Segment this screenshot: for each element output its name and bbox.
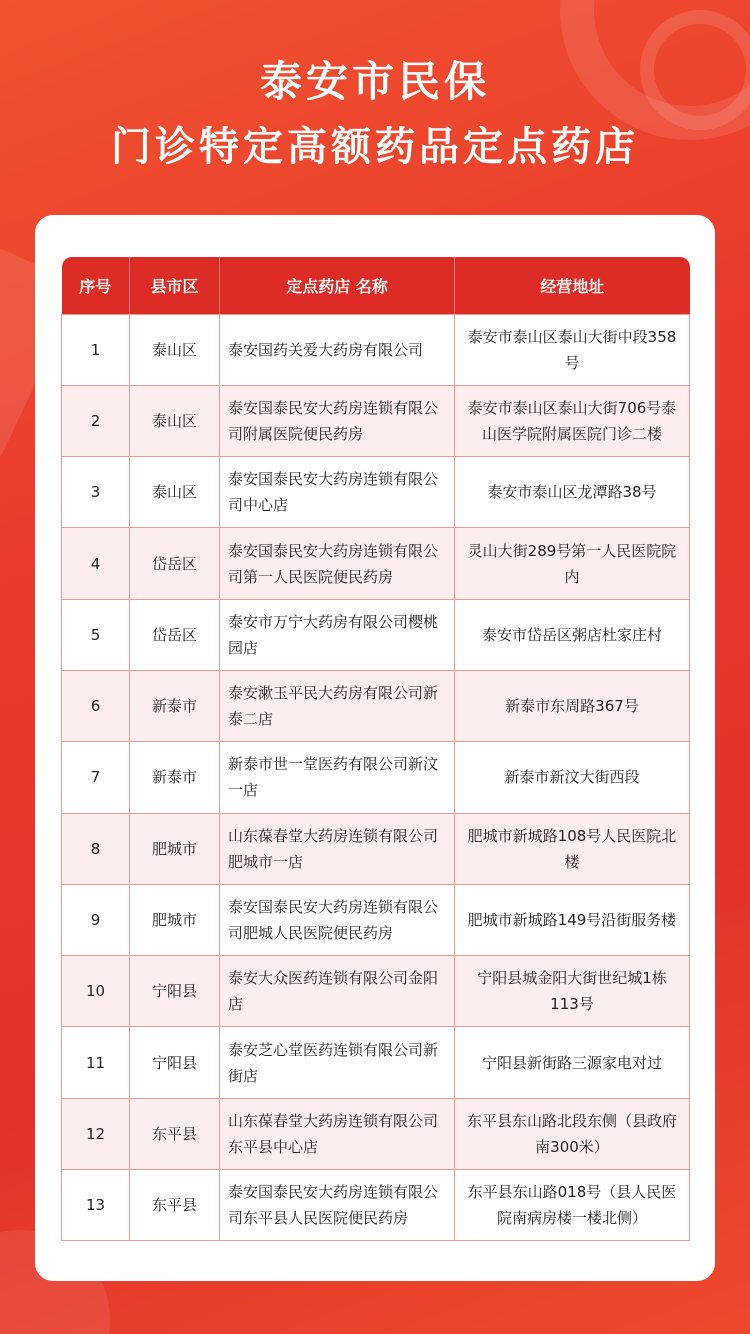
cell-name: 泰安国泰民安大药房连锁有限公司东平县人民医院便民药房 [220,1170,455,1241]
cell-address: 宁阳县城金阳大街世纪城1栋113号 [455,956,690,1027]
table-row [62,956,690,1027]
cell-name: 泰安国泰民安大药房连锁有限公司肥城人民医院便民药房 [220,884,455,955]
table-row [62,884,690,955]
cell-no: 6 [62,670,130,741]
page-title-line2: 门诊特定高额药品定点药店 [111,124,639,170]
cell-district: 岱岳区 [130,599,220,670]
cell-district: 泰山区 [130,385,220,456]
table-row [62,457,690,528]
cell-district: 肥城市 [130,813,220,884]
cell-district: 宁阳县 [130,1027,220,1098]
cell-address: 东平县东山路018号（县人民医院南病房楼一楼北侧） [455,1170,690,1241]
table-row [62,742,690,813]
cell-district: 新泰市 [130,670,220,741]
cell-no: 2 [62,385,130,456]
cell-no: 5 [62,599,130,670]
column-header-district: 县市区 [130,257,220,314]
cell-name: 泰安国药关爱大药房有限公司 [220,314,455,385]
table-row [62,1027,690,1098]
page-title-line1: 泰安市民保 [259,57,490,106]
table-row [62,1098,690,1169]
column-header-name: 定点药店 名称 [220,257,455,314]
cell-no: 3 [62,457,130,528]
cell-name: 泰安国泰民安大药房连锁有限公司中心店 [220,457,455,528]
cell-name: 泰安国泰民安大药房连锁有限公司第一人民医院便民药房 [220,528,455,599]
cell-name: 山东葆春堂大药房连锁有限公司肥城市一店 [220,813,455,884]
cell-name: 泰安国泰民安大药房连锁有限公司附属医院便民药房 [220,385,455,456]
cell-district: 东平县 [130,1170,220,1241]
column-header-address: 经营地址 [455,257,690,314]
table-header-row [62,257,690,314]
cell-name: 泰安市万宁大药房有限公司樱桃园店 [220,599,455,670]
cell-name: 泰安漱玉平民大药房有限公司新泰二店 [220,670,455,741]
table-row [62,1170,690,1241]
cell-address: 东平县东山路北段东侧（县政府南300米） [455,1098,690,1169]
cell-district: 泰山区 [130,314,220,385]
table-row [62,813,690,884]
cell-district: 新泰市 [130,742,220,813]
cell-no: 12 [62,1098,130,1169]
pharmacy-table [61,257,690,1241]
cell-name: 泰安芝心堂医药连锁有限公司新街店 [220,1027,455,1098]
cell-no: 1 [62,314,130,385]
cell-address: 泰安市泰山区泰山大街中段358号 [455,314,690,385]
cell-address: 泰安市泰山区龙潭路38号 [455,457,690,528]
cell-address: 肥城市新城路149号沿街服务楼 [455,884,690,955]
cell-address: 泰安市岱岳区粥店杜家庄村 [455,599,690,670]
cell-no: 4 [62,528,130,599]
cell-name: 山东葆春堂大药房连锁有限公司东平县中心店 [220,1098,455,1169]
cell-district: 肥城市 [130,884,220,955]
column-header-no: 序号 [62,257,130,314]
cell-no: 11 [62,1027,130,1098]
cell-no: 9 [62,884,130,955]
cell-address: 新泰市新汶大街西段 [455,742,690,813]
cell-no: 8 [62,813,130,884]
cell-no: 13 [62,1170,130,1241]
cell-address: 肥城市新城路108号人民医院北楼 [455,813,690,884]
table-row [62,314,690,385]
table-card [35,215,715,1281]
table-row [62,385,690,456]
cell-no: 7 [62,742,130,813]
cell-district: 泰山区 [130,457,220,528]
table-row [62,528,690,599]
table-row [62,670,690,741]
cell-address: 宁阳县新街路三源家电对过 [455,1027,690,1098]
cell-district: 岱岳区 [130,528,220,599]
page-header [0,52,750,178]
cell-name: 泰安大众医药连锁有限公司金阳店 [220,956,455,1027]
table-row [62,599,690,670]
cell-no: 10 [62,956,130,1027]
cell-address: 灵山大街289号第一人民医院院内 [455,528,690,599]
cell-name: 新泰市世一堂医药有限公司新汶一店 [220,742,455,813]
cell-address: 新泰市东周路367号 [455,670,690,741]
cell-district: 东平县 [130,1098,220,1169]
cell-address: 泰安市泰山区泰山大街706号泰山医学院附属医院门诊二楼 [455,385,690,456]
cell-district: 宁阳县 [130,956,220,1027]
